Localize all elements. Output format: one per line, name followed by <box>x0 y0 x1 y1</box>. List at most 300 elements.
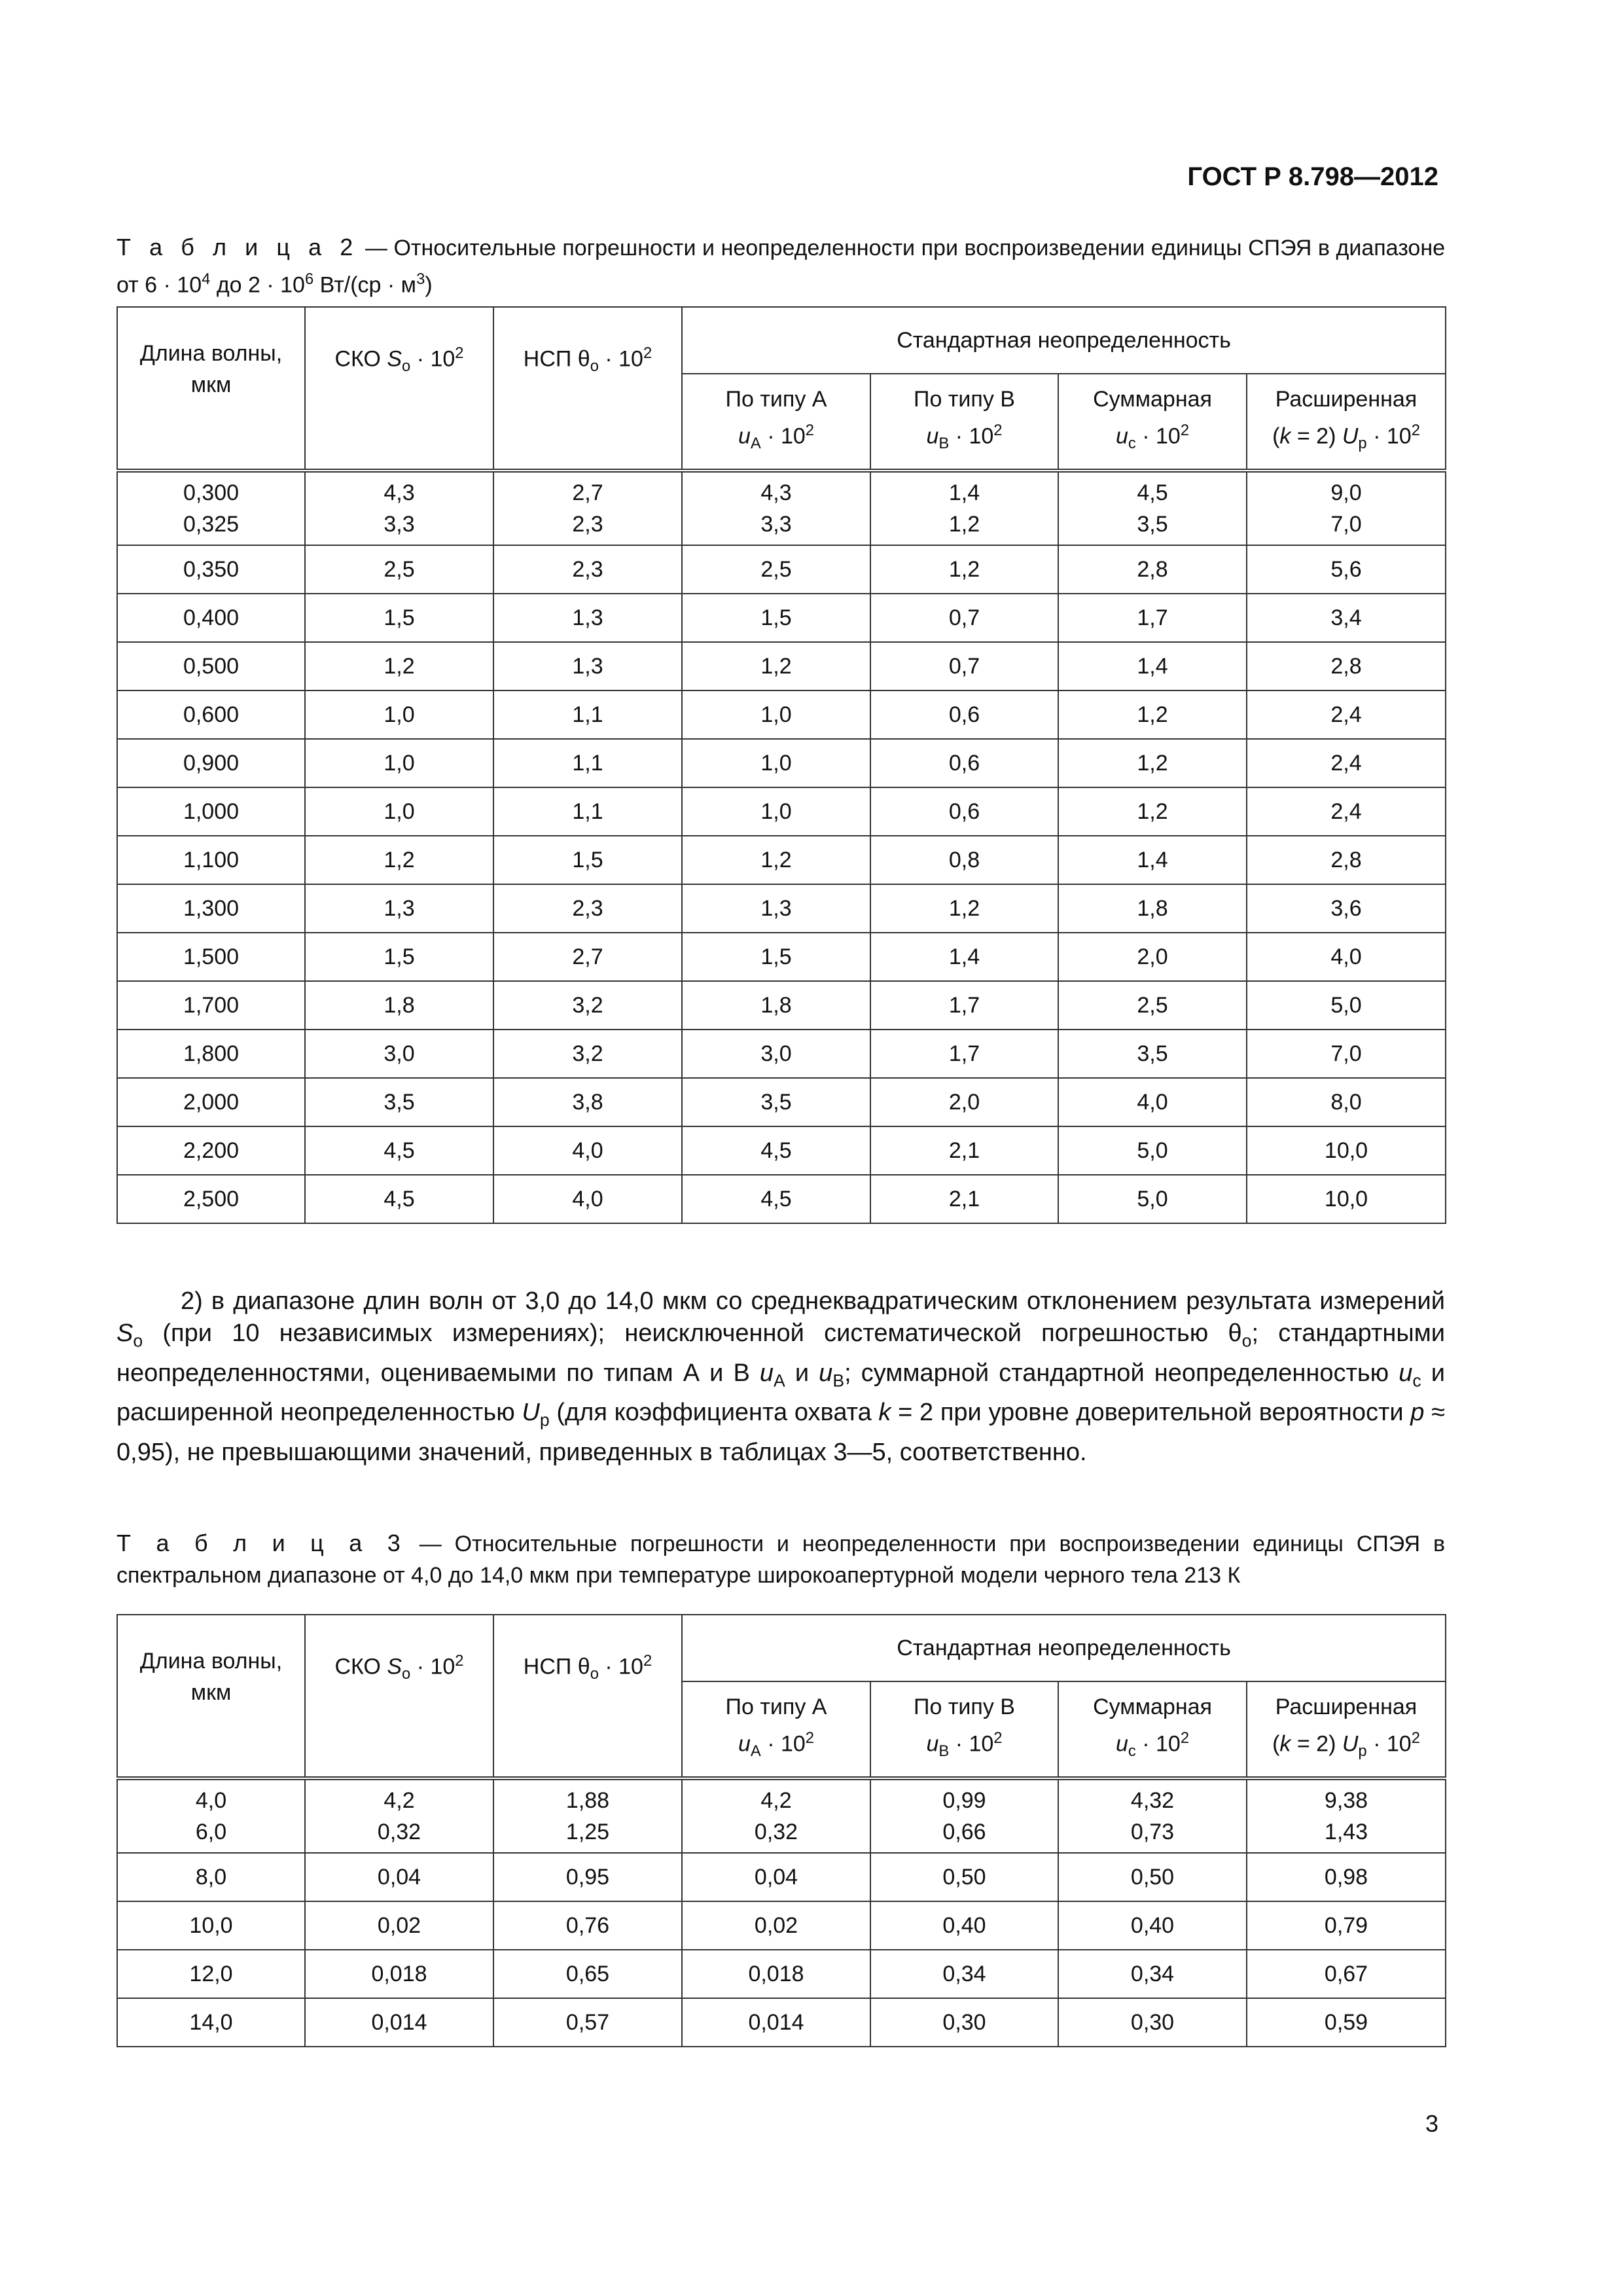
header-text: НСП <box>523 1654 578 1679</box>
table-cell-sko <box>305 981 493 1030</box>
header-text: СКО <box>334 1654 387 1679</box>
table-row <box>117 471 1446 545</box>
table-cell-wl <box>117 1901 305 1950</box>
cell-value: 10,0 <box>1324 1186 1368 1211</box>
table-row <box>117 1950 1446 1998</box>
cell-value: 4,0 <box>1137 1089 1168 1115</box>
cell-value: 0,30 <box>1130 2009 1175 2035</box>
cell-value: 4,5 <box>1137 480 1168 505</box>
paragraph-span: 2) в диапазоне длин волн от 3,0 до 14,0 мкм со среднеквадратическим отклонением результата измерений <box>181 1287 1445 1315</box>
table-cell-nsp <box>493 642 682 691</box>
cell-value: 12,0 <box>189 1961 233 1986</box>
table-cell-wl <box>117 1950 305 1998</box>
header-text: · 10 <box>1135 423 1181 449</box>
cell-value: 0,32 <box>754 1820 798 1844</box>
table-cell-sko <box>305 642 493 691</box>
table-cell-nsp <box>493 471 682 545</box>
table-cell-wl <box>117 1853 305 1901</box>
table-cell-nsp <box>493 691 682 739</box>
table-cell-up <box>1247 884 1446 933</box>
cell-value: 10,0 <box>189 1912 233 1938</box>
cell-value: 1,0 <box>760 750 792 776</box>
table-cell-nsp <box>493 1901 682 1950</box>
cell-value: 5,0 <box>1137 1186 1168 1211</box>
cell-value: 0,6 <box>948 702 980 727</box>
table-cell-sko <box>305 1853 493 1901</box>
header-text: По типу В <box>914 1694 1015 1719</box>
cell-value: 1,5 <box>572 847 603 872</box>
table-cell-ub <box>870 981 1058 1030</box>
subscript: В <box>938 435 950 453</box>
subscript: о <box>402 357 411 376</box>
table2-body <box>117 471 1446 1223</box>
cell-value: 1,2 <box>1137 798 1168 824</box>
cell-value: 2,7 <box>572 944 603 969</box>
cell-value: 7,0 <box>1330 512 1362 537</box>
cell-value: 2,3 <box>572 512 603 537</box>
header-text: По типу А <box>725 386 827 412</box>
cell-value: 2,5 <box>1137 992 1168 1018</box>
table-row <box>117 545 1446 594</box>
cell-value: 1,1 <box>572 798 603 824</box>
superscript: 2 <box>1411 421 1420 439</box>
table-row <box>117 642 1446 691</box>
cell-value: 2,200 <box>183 1138 240 1163</box>
table2-header <box>117 307 1446 471</box>
cell-value: 0,32 <box>377 1820 421 1844</box>
table-cell-up <box>1247 1078 1446 1126</box>
symbol: u <box>759 1359 774 1387</box>
symbol: u <box>1399 1359 1413 1387</box>
cell-value: 1,7 <box>948 1041 980 1066</box>
table-cell-uc <box>1058 1950 1247 1998</box>
table-cell-sko <box>305 594 493 642</box>
cell-value: 6,0 <box>195 1820 227 1844</box>
cell-value: 1,1 <box>572 702 603 727</box>
cell-value: 0,57 <box>565 2009 610 2035</box>
cell-value: 0,04 <box>377 1864 421 1890</box>
subscript: р <box>1358 1742 1367 1761</box>
table-cell-uc <box>1058 471 1247 545</box>
symbol: U <box>522 1399 540 1427</box>
table-cell-wl <box>117 1175 305 1223</box>
cell-value: 2,0 <box>948 1089 980 1115</box>
superscript: 2 <box>1180 421 1190 439</box>
body-paragraph <box>116 1285 1445 1469</box>
table-cell-sko <box>305 884 493 933</box>
symbol: k <box>1279 423 1291 449</box>
symbol: θ <box>1228 1319 1242 1347</box>
header-text: По типу А <box>725 1694 827 1719</box>
subscript: о <box>1241 1331 1252 1351</box>
table-cell-uc <box>1058 739 1247 787</box>
paragraph-span: ≈ 0,95), не превышающими значений, приведенных в таблицах 3—5, соответственно. <box>116 1399 1445 1466</box>
header-text: · 10 <box>598 346 643 372</box>
table-cell-sko <box>305 739 493 787</box>
cell-value: 1,2 <box>948 512 980 537</box>
header-standard-uncertainty <box>682 307 1446 374</box>
header-sko <box>305 307 493 471</box>
caption-text: Вт/(ср · м <box>313 272 417 298</box>
cell-value: 3,3 <box>383 512 415 537</box>
cell-value: 0,50 <box>1130 1864 1175 1890</box>
table-row <box>117 981 1446 1030</box>
caption-text: — Относительные погрешности и неопределенности при воспроизведении единицы СПЭЯ в спектральном диапазоне от 4,0 до 14,0 мкм при температуре широкоапертурной модели черного тела 213 К <box>116 1532 1446 1588</box>
table-cell-wl <box>117 884 305 933</box>
table-cell-wl <box>117 836 305 884</box>
cell-value: 0,8 <box>948 847 980 872</box>
cell-value: 4,2 <box>383 1788 415 1813</box>
cell-value: 1,4 <box>948 480 980 505</box>
page-number: 3 <box>1425 2110 1438 2137</box>
table-cell-nsp <box>493 1126 682 1175</box>
cell-value: 2,4 <box>1330 798 1362 824</box>
cell-value: 8,0 <box>1330 1089 1362 1115</box>
table-cell-up <box>1247 1998 1446 2047</box>
cell-value: 0,350 <box>183 556 240 582</box>
header-text: · 10 <box>949 1731 994 1757</box>
cell-value: 0,30 <box>942 2009 986 2035</box>
cell-value: 1,5 <box>383 605 415 630</box>
superscript: 2 <box>805 421 815 439</box>
table-cell-ub <box>870 1078 1058 1126</box>
document-id: ГОСТ Р 8.798—2012 <box>1187 162 1438 191</box>
table-cell-ua <box>682 1175 870 1223</box>
table-cell-ua <box>682 739 870 787</box>
table-cell-wl <box>117 1778 305 1853</box>
table-cell-sko <box>305 1950 493 1998</box>
header-text: Расширенная <box>1275 386 1418 412</box>
cell-value: 2,4 <box>1330 750 1362 776</box>
table-cell-ua <box>682 642 870 691</box>
cell-value: 2,7 <box>572 480 603 505</box>
table-cell-ub <box>870 787 1058 836</box>
cell-value: 8,0 <box>195 1864 227 1890</box>
table-row <box>117 1853 1446 1901</box>
table-cell-ub <box>870 836 1058 884</box>
table-cell-wl <box>117 594 305 642</box>
cell-value: 4,0 <box>572 1186 603 1211</box>
table-cell-ua <box>682 471 870 545</box>
table-cell-nsp <box>493 594 682 642</box>
table-cell-sko <box>305 1175 493 1223</box>
table-cell-nsp <box>493 787 682 836</box>
table-cell-nsp <box>493 981 682 1030</box>
table-row <box>117 836 1446 884</box>
subscript: о <box>402 1665 411 1683</box>
table-cell-ua <box>682 836 870 884</box>
cell-value: 4,0 <box>572 1138 603 1163</box>
table-cell-nsp <box>493 1778 682 1853</box>
table-cell-uc <box>1058 1078 1247 1126</box>
table-cell-up <box>1247 545 1446 594</box>
cell-value: 2,8 <box>1137 556 1168 582</box>
table-cell-up <box>1247 836 1446 884</box>
cell-value: 0,6 <box>948 750 980 776</box>
table-cell-ub <box>870 1175 1058 1223</box>
table-row <box>117 1126 1446 1175</box>
cell-value: 0,600 <box>183 702 240 727</box>
cell-value: 1,43 <box>1324 1820 1368 1844</box>
table-cell-uc <box>1058 1175 1247 1223</box>
cell-value: 2,1 <box>948 1138 980 1163</box>
cell-value: 1,2 <box>948 895 980 921</box>
cell-value: 0,40 <box>942 1912 986 1938</box>
cell-value: 1,2 <box>383 653 415 679</box>
table-cell-ub <box>870 1998 1058 2047</box>
cell-value: 1,7 <box>948 992 980 1018</box>
table-cell-sko <box>305 545 493 594</box>
table-cell-up <box>1247 1901 1446 1950</box>
table-cell-uc <box>1058 884 1247 933</box>
table-cell-ua <box>682 1901 870 1950</box>
table-cell-nsp <box>493 1998 682 2047</box>
table-cell-sko <box>305 933 493 981</box>
table-cell-wl <box>117 545 305 594</box>
table-cell-wl <box>117 471 305 545</box>
table-cell-uc <box>1058 1126 1247 1175</box>
table-row <box>117 691 1446 739</box>
table-cell-uc <box>1058 1998 1247 2047</box>
paragraph-span: (при 10 независимых измерениях); неисключенной систематической погрешностью <box>143 1319 1228 1347</box>
cell-value: 0,02 <box>754 1912 798 1938</box>
table-cell-uc <box>1058 933 1247 981</box>
table-row <box>117 1901 1446 1950</box>
table-cell-wl <box>117 933 305 981</box>
table-cell-nsp <box>493 933 682 981</box>
table-cell-ub <box>870 1853 1058 1901</box>
caption-text: ) <box>425 272 433 298</box>
symbol: k <box>878 1399 891 1427</box>
caption-exp: 4 <box>202 270 211 288</box>
cell-value: 4,5 <box>383 1138 415 1163</box>
cell-value: 0,6 <box>948 798 980 824</box>
subscript: c <box>1412 1371 1421 1391</box>
cell-value: 3,2 <box>572 1041 603 1066</box>
table-cell-ua <box>682 1030 870 1078</box>
cell-value: 0,76 <box>565 1912 610 1938</box>
table-cell-nsp <box>493 739 682 787</box>
cell-value: 10,0 <box>1324 1138 1368 1163</box>
table-cell-ub <box>870 933 1058 981</box>
symbol: S <box>387 346 402 372</box>
header-text: = 2) <box>1291 423 1342 449</box>
cell-value: 4,3 <box>383 480 415 505</box>
table-cell-ua <box>682 1998 870 2047</box>
caption-text: до 2 · 10 <box>210 272 305 298</box>
paragraph-span: (для коэффициента охвата <box>549 1399 879 1427</box>
table-cell-ua <box>682 545 870 594</box>
paragraph-span: ; суммарной стандартной неопределенностью <box>844 1359 1399 1387</box>
cell-value: 1,2 <box>760 653 792 679</box>
table-cell-sko <box>305 1778 493 1853</box>
cell-value: 1,88 <box>565 1788 610 1813</box>
header-expanded <box>1247 374 1446 471</box>
table-cell-up <box>1247 594 1446 642</box>
cell-value: 4,3 <box>760 480 792 505</box>
cell-value: 0,500 <box>183 653 240 679</box>
cell-value: 2,500 <box>183 1186 240 1211</box>
table-row <box>117 1778 1446 1853</box>
subscript: о <box>133 1331 143 1351</box>
cell-value: 1,25 <box>565 1820 610 1844</box>
cell-value: 1,2 <box>760 847 792 872</box>
symbol: k <box>1279 1731 1291 1757</box>
table-cell-ua <box>682 933 870 981</box>
cell-value: 1,0 <box>383 702 415 727</box>
cell-value: 1,2 <box>1137 750 1168 776</box>
table3-header <box>117 1615 1446 1778</box>
table-cell-ub <box>870 594 1058 642</box>
table-cell-up <box>1247 787 1446 836</box>
table-cell-uc <box>1058 836 1247 884</box>
symbol: S <box>387 1654 402 1679</box>
cell-value: 1,3 <box>572 653 603 679</box>
table3-body <box>117 1778 1446 2047</box>
cell-value: 2,3 <box>572 556 603 582</box>
cell-value: 4,32 <box>1130 1788 1175 1813</box>
cell-value: 1,1 <box>572 750 603 776</box>
table-cell-ub <box>870 471 1058 545</box>
cell-value: 0,50 <box>942 1864 986 1890</box>
cell-value: 9,0 <box>1330 480 1362 505</box>
header-text: · 10 <box>598 1654 643 1679</box>
table-row <box>117 884 1446 933</box>
table-cell-ub <box>870 1030 1058 1078</box>
header-text: · 10 <box>760 1731 806 1757</box>
table-cell-nsp <box>493 1853 682 1901</box>
table-cell-ua <box>682 594 870 642</box>
table-row <box>117 1078 1446 1126</box>
table-cell-sko <box>305 787 493 836</box>
table3 <box>116 1614 1446 2047</box>
table-cell-wl <box>117 787 305 836</box>
superscript: 2 <box>805 1729 815 1747</box>
table-cell-up <box>1247 1175 1446 1223</box>
cell-value: 0,7 <box>948 653 980 679</box>
table-cell-uc <box>1058 981 1247 1030</box>
cell-value: 0,79 <box>1324 1912 1368 1938</box>
header-expanded <box>1247 1681 1446 1778</box>
cell-value: 0,34 <box>1130 1961 1175 1986</box>
header-nsp <box>493 307 682 471</box>
table-cell-uc <box>1058 594 1247 642</box>
cell-value: 3,2 <box>572 992 603 1018</box>
table-cell-ub <box>870 1778 1058 1853</box>
paragraph-span: = 2 при уровне доверительной вероятности <box>891 1399 1411 1427</box>
subscript: c <box>1128 435 1136 453</box>
table-cell-ua <box>682 1126 870 1175</box>
cell-value: 1,3 <box>760 895 792 921</box>
table-cell-ub <box>870 642 1058 691</box>
caption-exp: 6 <box>304 270 314 288</box>
header-text: Расширенная <box>1275 1694 1418 1719</box>
table-cell-nsp <box>493 545 682 594</box>
symbol: u <box>926 423 939 449</box>
symbol: u <box>738 423 751 449</box>
cell-value: 1,5 <box>383 944 415 969</box>
table-cell-uc <box>1058 1030 1247 1078</box>
cell-value: 0,02 <box>377 1912 421 1938</box>
symbol: U <box>1342 423 1359 449</box>
header-text: ( <box>1272 1731 1280 1757</box>
cell-value: 2,1 <box>948 1186 980 1211</box>
table-row <box>117 1175 1446 1223</box>
cell-value: 0,400 <box>183 605 240 630</box>
cell-value: 0,900 <box>183 750 240 776</box>
header-text: мкм <box>190 372 232 397</box>
table-cell-wl <box>117 981 305 1030</box>
table-cell-wl <box>117 691 305 739</box>
header-combined <box>1058 1681 1247 1778</box>
cell-value: 0,018 <box>748 1961 804 1986</box>
table2 <box>116 306 1446 1224</box>
subscript: р <box>1358 435 1367 453</box>
cell-value: 4,2 <box>760 1788 792 1813</box>
cell-value: 0,325 <box>183 512 240 537</box>
cell-value: 2,8 <box>1330 653 1362 679</box>
symbol: p <box>1410 1399 1425 1427</box>
superscript: 2 <box>643 1652 652 1670</box>
table-cell-nsp <box>493 1175 682 1223</box>
cell-value: 1,800 <box>183 1041 240 1066</box>
table-cell-ua <box>682 691 870 739</box>
cell-value: 0,7 <box>948 605 980 630</box>
cell-value: 3,8 <box>572 1089 603 1115</box>
cell-value: 1,000 <box>183 798 240 824</box>
table-cell-ub <box>870 1901 1058 1950</box>
cell-value: 5,0 <box>1137 1138 1168 1163</box>
table-cell-up <box>1247 1950 1446 1998</box>
table-row <box>117 787 1446 836</box>
header-text: ( <box>1272 423 1280 449</box>
header-text: Суммарная <box>1093 1694 1212 1719</box>
cell-value: 2,5 <box>760 556 792 582</box>
cell-value: 1,0 <box>760 702 792 727</box>
cell-value: 0,04 <box>754 1864 798 1890</box>
header-type-b <box>870 1681 1058 1778</box>
header-text: Длина волны, <box>139 341 283 366</box>
table-cell-up <box>1247 981 1446 1030</box>
cell-value: 4,5 <box>760 1186 792 1211</box>
header-sko <box>305 1615 493 1778</box>
table-cell-uc <box>1058 545 1247 594</box>
cell-value: 1,7 <box>1137 605 1168 630</box>
cell-value: 1,5 <box>760 944 792 969</box>
cell-value: 1,8 <box>760 992 792 1018</box>
table-cell-up <box>1247 933 1446 981</box>
table-cell-nsp <box>493 1078 682 1126</box>
cell-value: 0,34 <box>942 1961 986 1986</box>
cell-value: 5,0 <box>1330 992 1362 1018</box>
symbol: u <box>738 1731 751 1757</box>
header-type-a <box>682 1681 870 1778</box>
cell-value: 3,6 <box>1330 895 1362 921</box>
table-cell-sko <box>305 836 493 884</box>
table-cell-uc <box>1058 691 1247 739</box>
table-row <box>117 1998 1446 2047</box>
cell-value: 9,38 <box>1324 1788 1368 1813</box>
table-cell-ua <box>682 1950 870 1998</box>
superscript: 2 <box>1180 1729 1190 1747</box>
cell-value: 0,018 <box>371 1961 427 1986</box>
table-cell-ub <box>870 545 1058 594</box>
cell-value: 3,3 <box>760 512 792 537</box>
table-cell-nsp <box>493 884 682 933</box>
paragraph-text <box>116 1285 1445 1469</box>
table-cell-ua <box>682 884 870 933</box>
table-cell-sko <box>305 471 493 545</box>
